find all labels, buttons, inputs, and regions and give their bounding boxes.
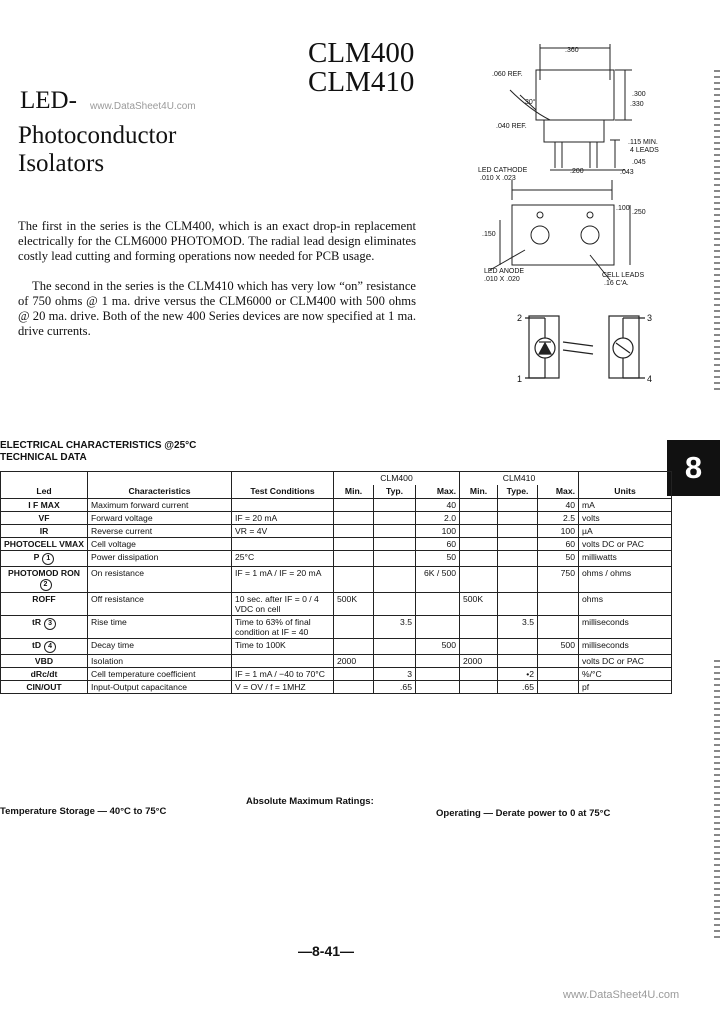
cell-clm410-max [538,525,579,538]
cell-text: On resistance [91,568,145,578]
cell-units [579,512,672,525]
model-clm400: CLM400 [308,37,415,69]
cell-text: milliwatts [582,552,617,562]
scan-edge-artifact [714,660,720,940]
label-cell-leads: CELL LEADS [602,272,645,279]
cell-symbol [1,668,88,681]
dim-angle: 30° [525,99,536,106]
cell-text: 2.5 [563,513,575,523]
cell-clm400-min [334,567,374,593]
cell-units [579,567,672,593]
cell-clm410-min [460,551,498,567]
cell-text: volts [582,513,600,523]
cell-text: 500K [463,594,484,604]
cell-clm400-min [334,668,374,681]
cell-clm400-min [334,525,374,538]
table-row [1,616,672,639]
cell-text: Time to 100K [235,640,286,650]
label-led-cathode-size: .010 X .023 [480,175,516,182]
footnote-marker: 1 [42,553,54,565]
package-outline-drawing [470,40,700,300]
table-row [1,639,672,655]
cell-text: IR [39,526,49,536]
cell-units [579,681,672,694]
cell-clm410-max [538,551,579,567]
cell-text: IF = 1 mA / −40 to 70°C [235,669,325,679]
table-row [1,551,672,567]
label-led-anode: LED ANODE [484,268,525,275]
cell-test-condition [232,512,334,525]
footnote-marker: 4 [44,641,56,653]
label-led-anode-size: .010 X .020 [484,276,520,283]
cell-clm400-min [334,616,374,639]
section-heading-electrical: ELECTRICAL CHARACTERISTICS @25°C [0,440,197,451]
table-row [1,525,672,538]
cell-test-condition [232,668,334,681]
cell-test-condition [232,538,334,551]
cell-clm400-max [416,538,460,551]
cell-text: %/°C [582,669,602,679]
cell-clm410-min [460,499,498,512]
cell-clm410-typ [498,655,538,668]
section-tab-badge: 8 [667,440,720,496]
cell-text: •2 [526,669,534,679]
dim-200: .200 [570,168,584,175]
cell-text: 100 [560,526,575,536]
cell-characteristic [88,639,232,655]
cell-text: PHOTOMOD RON [8,568,80,578]
table-row [1,538,672,551]
cell-clm400-typ [374,655,416,668]
cell-text: µA [582,526,593,536]
cell-text: 3 [407,669,412,679]
cell-clm400-max [416,593,460,616]
watermark-bottom: www.DataSheet4U.com [563,989,680,1001]
intro-paragraph-1: The first in the series is the CLM400, which is an exact drop-in replacement electrically for the CLM6000 PHOTOMOD. The radial lead design eliminates costly lead cutting and forming operations now needed for PCB usage. [18,219,416,263]
cell-clm400-min [334,655,374,668]
cell-characteristic [88,655,232,668]
cell-test-condition [232,525,334,538]
pin-3-label: 3 [647,313,653,323]
cell-text: milliseconds [582,617,629,627]
cell-text: 3.5 [522,617,534,627]
cell-units [579,551,672,567]
table-row [1,499,672,512]
cell-clm400-typ [374,525,416,538]
label-cell-leads-size: .16 C'A. [604,280,629,287]
cell-units [579,639,672,655]
cell-clm410-max [538,499,579,512]
cell-clm410-typ [498,499,538,512]
cell-clm400-max [416,512,460,525]
col-group-clm410: CLM410 [460,472,579,486]
cell-clm400-max [416,639,460,655]
cell-text: pf [582,682,590,692]
model-clm410: CLM410 [308,66,415,98]
cell-text: 750 [560,568,575,578]
cell-characteristic [88,616,232,639]
cell-text: Input-Output capacitance [91,682,188,692]
cell-text: 6K / 500 [423,568,456,578]
col-typ-410: Type. [498,485,538,499]
cell-clm410-max [538,681,579,694]
dim-045: .045 [632,159,646,166]
intro-paragraph-2: The second in the series is the CLM410 which has very low “on” resistance of 750 ohms @ 1 ma. drive versus the CLM6000 or CLM400 with 500 ohms @ 20 ma. drive. Both of the new 400 Series devices are now specified at 1 ma. drive currents. [18,279,416,338]
cell-units [579,525,672,538]
cell-units [579,499,672,512]
cell-characteristic [88,593,232,616]
cell-clm410-typ [498,551,538,567]
cell-text: 50 [565,552,575,562]
dim-150: .150 [482,231,496,238]
dim-115-min: .115 MIN. [628,139,658,146]
cell-clm410-min [460,512,498,525]
cell-text: ohms [582,594,604,604]
cell-clm410-max [538,616,579,639]
dim-300: .300 [632,91,646,98]
cell-clm410-min [460,538,498,551]
cell-clm400-typ [374,551,416,567]
cell-text: Rise time [91,617,127,627]
scan-edge-artifact [714,70,720,390]
cell-characteristic [88,681,232,694]
cell-clm410-max [538,655,579,668]
pin-1-label: 1 [517,374,523,384]
cell-clm410-typ [498,681,538,694]
cell-test-condition [232,499,334,512]
col-max-400: Max. [416,485,460,499]
cell-clm410-min [460,567,498,593]
cell-clm410-max [538,538,579,551]
col-group-clm400: CLM400 [334,472,460,486]
cell-clm400-min [334,639,374,655]
col-min-410: Min. [460,485,498,499]
cell-text: 40 [565,500,575,510]
cell-text: mA [582,500,595,510]
cell-text: 500K [337,594,358,604]
cell-characteristic [88,668,232,681]
cell-text: Power dissipation [91,552,159,562]
cell-text: PHOTOCELL VMAX [4,539,84,549]
cell-text: 40 [446,500,456,510]
cell-clm400-typ [374,639,416,655]
electrical-characteristics-table [0,471,672,694]
table-row [1,655,672,668]
title-line-3: Isolators [18,150,105,177]
col-max-410: Max. [538,485,579,499]
col-min-400: Min. [334,485,374,499]
pin-4-label: 4 [647,374,653,384]
cell-text: Off resistance [91,594,144,604]
cell-clm410-min [460,525,498,538]
cell-text: ohms / ohms [582,568,632,578]
cell-clm400-min [334,512,374,525]
cell-characteristic [88,538,232,551]
cell-text: Time to 63% of final condition at IF = 40 [235,617,311,637]
cell-text: volts DC or PAC [582,539,644,549]
col-led: Led [1,472,88,499]
table-row [1,512,672,525]
cell-test-condition [232,567,334,593]
cell-clm410-max [538,512,579,525]
cell-text: 500 [560,640,575,650]
cell-text: 10 sec. after IF = 0 / 4 VDC on cell [235,594,319,614]
cell-clm410-typ [498,512,538,525]
cell-text: Reverse current [91,526,153,536]
cell-text: VR = 4V [235,526,268,536]
cell-text: .65 [400,682,412,692]
cell-text: 2000 [337,656,357,666]
cell-characteristic [88,551,232,567]
cell-text: 50 [446,552,456,562]
operating-derate: Operating — Derate power to 0 at 75°C [436,808,611,819]
cell-text: Forward voltage [91,513,153,523]
cell-text: Decay time [91,640,134,650]
cell-text: Isolation [91,656,124,666]
cell-text: CIN/OUT [26,682,62,692]
cell-text: P [33,552,40,562]
cell-clm400-max [416,525,460,538]
cell-clm410-min [460,655,498,668]
pin-2-label: 2 [517,313,523,323]
dim-250: .250 [632,209,646,216]
cell-text: Cell temperature coefficient [91,669,196,679]
cell-clm400-typ [374,593,416,616]
cell-text: 60 [446,539,456,549]
footnote-marker: 3 [44,618,56,630]
cell-clm400-typ [374,499,416,512]
title-line-2: Photoconductor [18,122,177,149]
watermark-top: www.DataSheet4U.com [90,101,196,112]
cell-characteristic [88,512,232,525]
cell-symbol [1,567,88,593]
cell-text: volts DC or PAC [582,656,644,666]
cell-text: ROFF [32,594,56,604]
cell-units [579,538,672,551]
cell-clm410-max [538,567,579,593]
cell-clm400-min [334,593,374,616]
cell-characteristic [88,525,232,538]
cell-text: Cell voltage [91,539,136,549]
cell-test-condition [232,681,334,694]
cell-clm400-min [334,538,374,551]
cell-clm400-typ [374,538,416,551]
cell-text: 100 [441,526,456,536]
cell-text: V = OV / f = 1MHZ [235,682,306,692]
page-number: —8-41— [298,943,355,959]
dim-100: .100 [616,205,630,212]
cell-units [579,668,672,681]
cell-clm410-typ [498,639,538,655]
cell-text: VF [38,513,50,523]
dim-330: .330 [630,101,644,108]
dim-360: .360 [565,47,579,54]
col-test-conditions: Test Conditions [232,472,334,499]
cell-clm400-min [334,551,374,567]
cell-test-condition [232,593,334,616]
cell-clm400-typ [374,681,416,694]
table-row [1,593,672,616]
cell-units [579,655,672,668]
cell-characteristic [88,567,232,593]
col-characteristics: Characteristics [88,472,232,499]
cell-clm400-max [416,499,460,512]
cell-clm410-min [460,639,498,655]
cell-symbol [1,655,88,668]
cell-clm400-max [416,551,460,567]
cell-text: milliseconds [582,640,629,650]
cell-clm410-min [460,616,498,639]
absolute-max-ratings-heading: Absolute Maximum Ratings: [246,796,374,807]
col-typ-400: Typ. [374,485,416,499]
cell-clm410-min [460,668,498,681]
cell-text: 2.0 [444,513,456,523]
cell-clm410-max [538,593,579,616]
storage-temperature: Temperature Storage — 40°C to 75°C [0,806,167,817]
dim-4-leads: 4 LEADS [630,147,659,154]
cell-text: 25°C [235,552,255,562]
cell-units [579,593,672,616]
cell-text: 3.5 [400,617,412,627]
cell-clm410-max [538,668,579,681]
cell-symbol [1,681,88,694]
cell-symbol [1,639,88,655]
cell-text: tD [31,640,42,650]
dim-060-ref: .060 REF. [492,71,523,78]
cell-clm410-min [460,593,498,616]
table-row [1,668,672,681]
cell-text: 500 [441,640,456,650]
table-row [1,681,672,694]
cell-clm410-max [538,639,579,655]
dim-043: .043 [620,169,634,176]
cell-clm410-typ [498,525,538,538]
cell-clm400-typ [374,512,416,525]
cell-symbol [1,593,88,616]
cell-clm400-typ [374,616,416,639]
cell-symbol [1,499,88,512]
cell-clm410-typ [498,616,538,639]
col-units: Units [579,472,672,499]
cell-test-condition [232,551,334,567]
cell-test-condition [232,616,334,639]
cell-text: tR [31,617,42,627]
cell-text: I F MAX [28,500,60,510]
cell-clm400-max [416,681,460,694]
table-row [1,567,672,593]
cell-text: Maximum forward current [91,500,189,510]
cell-symbol [1,551,88,567]
cell-symbol [1,538,88,551]
cell-test-condition [232,639,334,655]
cell-clm400-max [416,616,460,639]
cell-clm400-typ [374,567,416,593]
footnote-marker: 2 [40,579,52,591]
cell-clm400-typ [374,668,416,681]
section-heading-technical: TECHNICAL DATA [0,452,87,463]
cell-units [579,616,672,639]
cell-symbol [1,512,88,525]
cell-clm410-min [460,681,498,694]
cell-text: 2000 [463,656,483,666]
cell-text: .65 [522,682,534,692]
isolator-schematic [515,310,665,385]
cell-clm410-typ [498,593,538,616]
cell-text: 60 [565,539,575,549]
cell-text: IF = 20 mA [235,513,278,523]
cell-clm400-min [334,681,374,694]
title-line-1: LED- [20,87,77,114]
cell-symbol [1,525,88,538]
cell-clm400-min [334,499,374,512]
cell-clm410-typ [498,538,538,551]
table-header-row [1,472,672,486]
cell-text: VBD [34,656,54,666]
cell-text: dRc/dt [30,669,58,679]
label-led-cathode: LED CATHODE [478,167,528,174]
dim-040-ref: .040 REF. [496,123,527,130]
cell-symbol [1,616,88,639]
cell-test-condition [232,655,334,668]
cell-clm400-max [416,668,460,681]
cell-text: IF = 1 mA / IF = 20 mA [235,568,322,578]
cell-clm400-max [416,567,460,593]
cell-characteristic [88,499,232,512]
cell-clm410-typ [498,567,538,593]
cell-clm410-typ [498,668,538,681]
cell-clm400-max [416,655,460,668]
